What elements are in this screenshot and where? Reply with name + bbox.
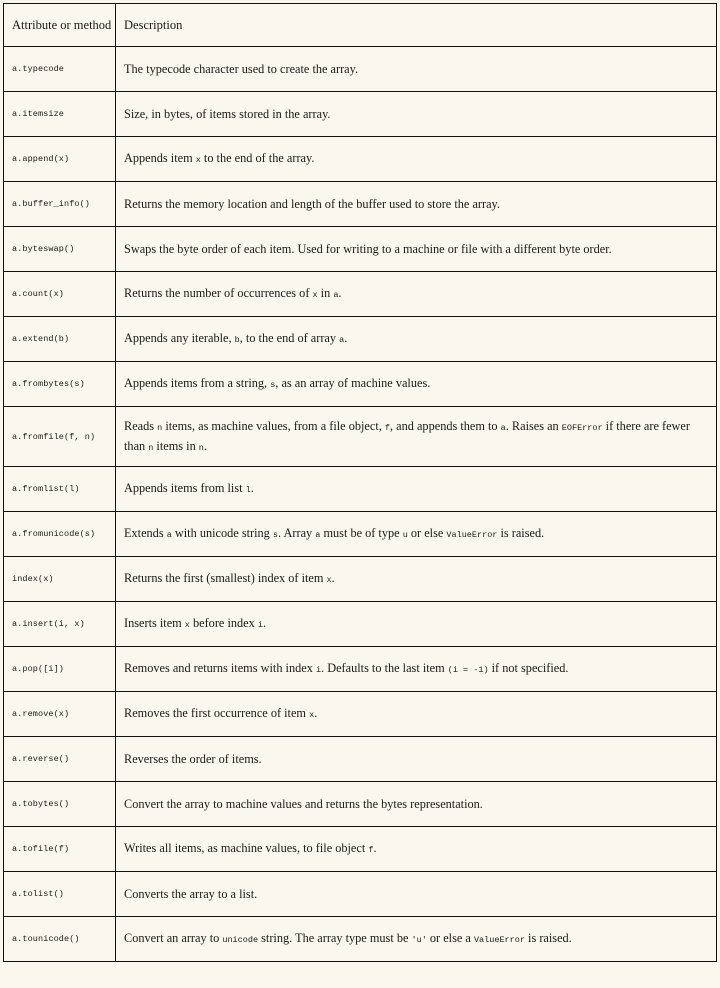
description-cell [116, 182, 717, 227]
description-text: . [262, 616, 267, 630]
table-row [4, 872, 717, 917]
method-name-cell: a.pop([i]) [4, 647, 116, 692]
header-attribute-or-method: Attribute or method [4, 4, 116, 47]
inline-code: i [315, 665, 322, 675]
description-text: if not specified. [488, 661, 569, 675]
description-text: if there are fewer than [124, 418, 690, 453]
description-cell [116, 467, 717, 512]
description-text: Returns the number of occurrences of [124, 286, 313, 300]
description-text: Returns the memory location and length of the buffer used to store the array. [124, 197, 500, 211]
method-name-cell: a.tofile(f) [4, 827, 116, 872]
method-name-cell: a.buffer_info() [4, 182, 116, 227]
inline-code: a [500, 422, 506, 433]
description-text: . [314, 706, 318, 720]
method-name-cell: a.frombytes(s) [4, 362, 116, 407]
description-text: Reads [124, 418, 158, 433]
table-row [4, 737, 717, 782]
inline-code: x [309, 710, 315, 720]
description-text: Convert the array to machine values and returns the bytes representation. [124, 797, 483, 811]
description-text: before index [189, 616, 258, 630]
inline-code: u [402, 530, 408, 540]
description-cell [116, 47, 717, 92]
description-text: , and appends them to [390, 418, 501, 433]
inline-code: s [270, 380, 276, 390]
description-text: . [250, 481, 254, 495]
table-row [4, 317, 717, 362]
table-row [4, 557, 717, 602]
description-cell [116, 917, 717, 962]
table-row [4, 407, 717, 467]
description-text: . [331, 571, 335, 585]
description-text: Appends items from list [124, 481, 246, 495]
method-name-cell: a.append(x) [4, 137, 116, 182]
description-cell [116, 737, 717, 782]
inline-code: x [326, 575, 332, 585]
inline-code: n [157, 422, 163, 433]
description-cell [116, 272, 717, 317]
inline-code: 'u' [411, 935, 427, 945]
inline-code: a [339, 335, 345, 345]
description-cell [116, 317, 717, 362]
description-text: Writes all items, as machine values, to file object [124, 841, 369, 855]
description-text: . [203, 438, 207, 453]
description-text: Appends any iterable, [124, 331, 235, 345]
description-cell [116, 647, 717, 692]
description-cell [116, 137, 717, 182]
description-text: . [373, 841, 377, 855]
description-text: Removes and returns items with index [124, 661, 316, 675]
description-text: , to the end of array [239, 331, 340, 345]
description-text: . Raises an [505, 418, 562, 433]
table-row [4, 182, 717, 227]
inline-code: ValueError [446, 530, 498, 540]
description-text: Swaps the byte order of each item. Used for writing to a machine or file with a different byte order. [124, 242, 612, 256]
method-name-cell: a.fromfile(f, n) [4, 407, 116, 467]
description-text: to the end of the array. [200, 151, 315, 165]
description-text: string. The array type must be [258, 931, 412, 945]
description-cell [116, 362, 717, 407]
method-name-cell: a.fromunicode(s) [4, 512, 116, 557]
description-cell [116, 512, 717, 557]
method-name-cell: a.extend(b) [4, 317, 116, 362]
array-methods-table [3, 3, 717, 962]
inline-code: ValueError [473, 935, 525, 945]
method-name-cell: a.fromlist(l) [4, 467, 116, 512]
table-row [4, 647, 717, 692]
table-row [4, 512, 717, 557]
description-cell [116, 407, 717, 467]
description-cell [116, 92, 717, 137]
inline-code: unicode [222, 935, 259, 945]
table-row [4, 47, 717, 92]
description-cell [116, 692, 717, 737]
description-text: Size, in bytes, of items stored in the array. [124, 107, 331, 121]
description-text: Returns the first (smallest) index of item [124, 571, 327, 585]
inline-code: x [312, 290, 318, 300]
table-row [4, 227, 717, 272]
description-cell [116, 602, 717, 647]
description-cell [116, 872, 717, 917]
description-text: or else [407, 526, 447, 540]
method-name-cell: index(x) [4, 557, 116, 602]
inline-code: b [234, 335, 240, 345]
description-text: Reverses the order of items. [124, 752, 262, 766]
inline-code: f [384, 422, 390, 433]
description-text: items, as machine values, from a file object, [162, 418, 385, 433]
description-text: or else a [426, 931, 474, 945]
inline-code: (i = -1) [447, 665, 489, 675]
table-row [4, 92, 717, 137]
description-text: Appends items from a string, [124, 376, 271, 390]
description-text: Converts the array to a list. [124, 887, 258, 901]
method-name-cell: a.byteswap() [4, 227, 116, 272]
inline-code: s [272, 530, 279, 540]
description-text: Inserts item [124, 616, 185, 630]
description-text: . Defaults to the last item [321, 661, 448, 675]
description-cell [116, 827, 717, 872]
table-body [4, 47, 717, 962]
table-row [4, 602, 717, 647]
method-name-cell: a.tobytes() [4, 782, 116, 827]
inline-code: a [315, 530, 321, 540]
table-header-row [4, 4, 717, 47]
method-name-cell: a.tounicode() [4, 917, 116, 962]
inline-code: x [184, 620, 190, 630]
table-row [4, 362, 717, 407]
description-text: is raised. [497, 526, 545, 540]
inline-code: l [245, 485, 251, 495]
method-name-cell: a.remove(x) [4, 692, 116, 737]
method-name-cell: a.insert(i, x) [4, 602, 116, 647]
method-name-cell: a.reverse() [4, 737, 116, 782]
method-name-cell: a.itemsize [4, 92, 116, 137]
inline-code: EOFError [561, 422, 603, 433]
method-name-cell: a.typecode [4, 47, 116, 92]
method-name-cell: a.count(x) [4, 272, 116, 317]
description-text: is raised. [524, 931, 572, 945]
table-row [4, 137, 717, 182]
table-row [4, 467, 717, 512]
table-row [4, 692, 717, 737]
method-name-cell: a.tolist() [4, 872, 116, 917]
description-text: . Array [278, 526, 316, 540]
table-row [4, 917, 717, 962]
description-text: . [344, 331, 348, 345]
inline-code: a [333, 290, 339, 300]
inline-code: n [198, 442, 204, 453]
description-text: , as an array of machine values. [275, 376, 431, 390]
description-text: Extends [124, 526, 167, 540]
header-description: Description [116, 4, 717, 47]
inline-code: x [195, 155, 201, 165]
description-cell [116, 227, 717, 272]
description-text: must be of type [320, 526, 403, 540]
inline-code: i [257, 620, 263, 630]
description-cell [116, 782, 717, 827]
description-text: in [317, 286, 334, 300]
table-row [4, 782, 717, 827]
description-text: items in [153, 438, 199, 453]
description-text: Convert an array to [124, 931, 223, 945]
inline-code: a [166, 530, 172, 540]
description-text: The typecode character used to create the array. [124, 62, 359, 76]
table-row [4, 827, 717, 872]
table-row [4, 272, 717, 317]
description-text: Appends item [124, 151, 196, 165]
description-text: with unicode string [171, 526, 273, 540]
inline-code: f [368, 845, 374, 855]
description-cell [116, 557, 717, 602]
inline-code: n [148, 442, 154, 453]
description-text: Removes the first occurrence of item [124, 706, 310, 720]
description-text: . [338, 286, 342, 300]
